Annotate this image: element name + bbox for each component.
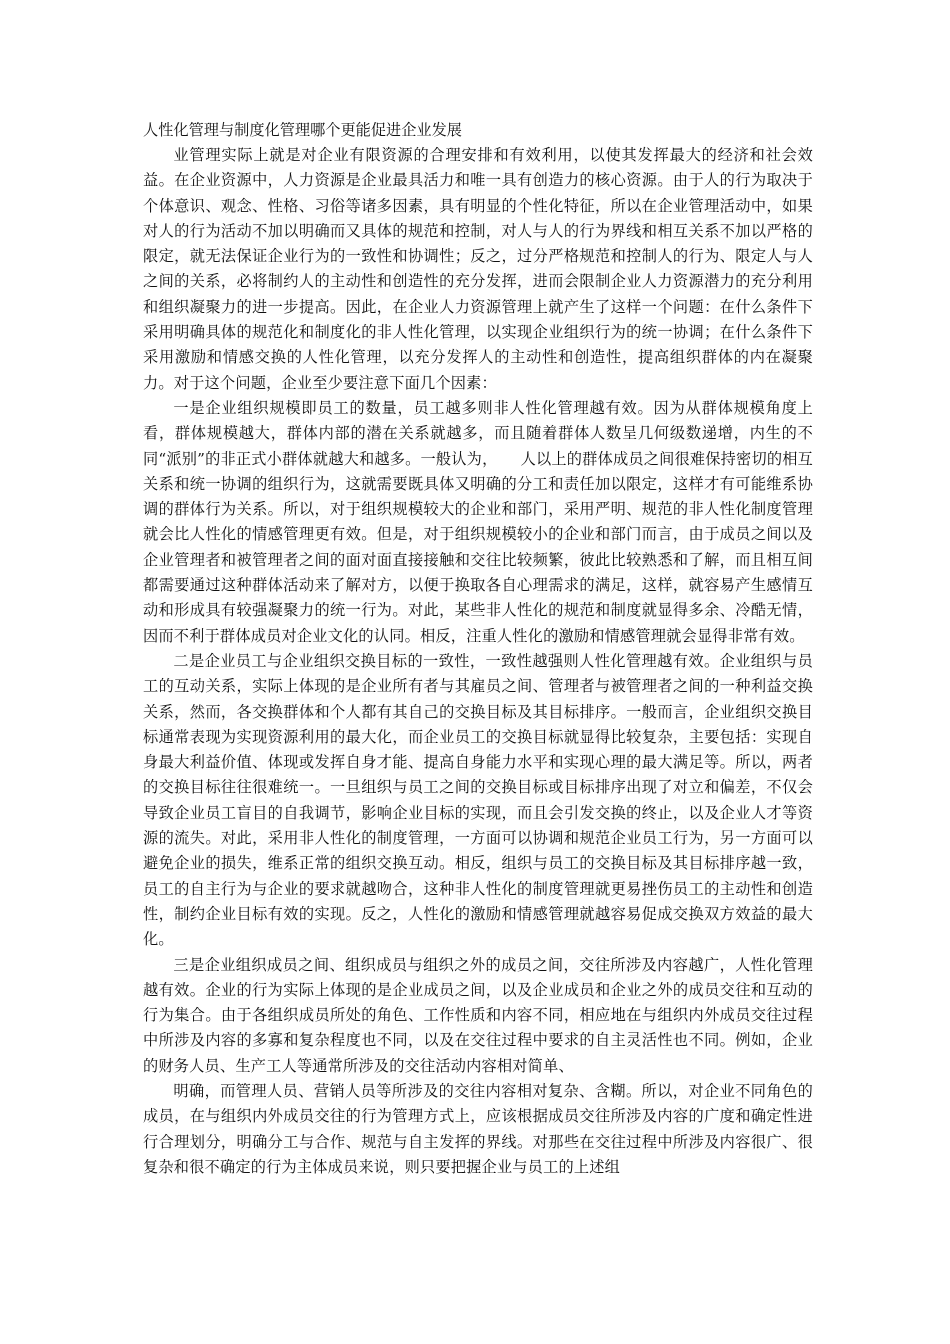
document-body bbox=[143, 118, 813, 1180]
paragraph-2: 一是企业组织规模即员工的数量，员工越多则非人性化管理越有效。因为从群体规模角度上看，群体规模越大，群体内部的潜在关系就越多，而且随着群体人数呈几何级数递增，内生的不同“派别”的非正式小群体就越大和越多。一般认为， 人以上的群体成员之间很难保持密切的相互关系和统一协调的组织行为，这就需要既具体又明确的分工和责任加以限定，这样才有可能维系协调的群体行为关系。所以，对于组织规模较大的企业和部门，采用严明、规范的非人性化制度管理就会比人性化的情感管理更有效。但是，对于组织规模较小的企业和部门而言，由于成员之间以及企业管理者和被管理者之间的面对面直接接触和交往比较频繁，彼此比较熟悉和了解，而且相互间都需要通过这种群体活动来了解对方，以便于换取各自心理需求的满足，这样，就容易产生感情互动和形成具有较强凝聚力的统一行为。对此，某些非人性化的规范和制度就显得多余、冷酷无情，因而不利于群体成员对企业文化的认同。相反，注重人性化的激励和情感管理就会显得非常有效。 bbox=[143, 398, 813, 645]
paragraph-1: 业管理实际上就是对企业有限资源的合理安排和有效利用，以使其发挥最大的经济和社会效益。在企业资源中，人力资源是企业最具活力和唯一具有创造力的核心资源。由于人的行为取决于个体意识、观念、性格、习俗等诸多因素，具有明显的个性化特征，所以在企业管理活动中，如果对人的行为活动不加以明确而又具体的规范和控制，对人与人的行为界线和相互关系不加以严格的限定，就无法保证企业行为的一致性和协调性；反之，过分严格规范和控制人的行为、限定人与人之间的关系，必将制约人的主动性和创造性的充分发挥，进而会限制企业人力资源潜力的充分利用和组织凝聚力的进一步提高。因此，在企业人力资源管理上就产生了这样一个问题：在什么条件下采用明确具体的规范化和制度化的非人性化管理，以实现企业组织行为的统一协调；在什么条件下采用激励和情感交换的人性化管理，以充分发挥人的主动性和创造性，提高组织群体的内在凝聚力。对于这个问题，企业至少要注意下面几个因素： bbox=[143, 146, 813, 392]
paragraph-4: 三是企业组织成员之间、组织成员与组织之外的成员之间，交往所涉及内容越广，人性化管理越有效。企业的行为实际上体现的是企业成员之间，以及企业成员和企业之外的成员交往和互动的行为集合。由于各组织成员所处的角色、工作性质和内容不同，相应地在与组织内外成员交往过程中所涉及内容的多寡和复杂程度也不同，以及在交往过程中要求的自主灵活性也不同。例如，企业的财务人员、生产工人等通常所涉及的交往活动内容相对简单、 bbox=[143, 955, 813, 1075]
paragraph-3: 二是企业员工与企业组织交换目标的一致性，一致性越强则人性化管理越有效。企业组织与员工的互动关系，实际上体现的是企业所有者与其雇员之间、管理者与被管理者之间的一种利益交换关系，然而，各交换群体和个人都有其自己的交换目标及其目标排序。一般而言，企业组织交换目标通常表现为实现资源利用的最大化，而企业员工的交换目标就显得比较复杂，主要包括：实现自身最大利益价值、体现或发挥自身才能、提高自身能力水平和实现心理的最大满足等。所以，两者的交换目标往往很难统一。一旦组织与员工之间的交换目标或目标排序出现了对立和偏差，不仅会导致企业员工盲目的自我调节，影响企业目标的实现，而且会引发交换的终止，以及企业人才等资源的流失。对此，采用非人性化的制度管理，一方面可以协调和规范企业员工行为，另一方面可以避免企业的损失，维系正常的组织交换互动。相反，组织与员工的交换目标及其目标排序越一致，员工的自主行为与企业的要求就越吻合，这种非人性化的制度管理就更易挫伤员工的主动性和创造性，制约企业目标有效的实现。反之，人性化的激励和情感管理就越容易促成交换双方效益的最大化。 bbox=[143, 651, 813, 949]
document-title: 人性化管理与制度化管理哪个更能促进企业发展 bbox=[143, 121, 462, 139]
paragraph-5: 明确，而管理人员、营销人员等所涉及的交往内容相对复杂、含糊。所以，对企业不同角色的成员，在与组织内外成员交往的行为管理方式上，应该根据成员交往所涉及内容的广度和确定性进行合理划分，明确分工与合作、规范与自主发挥的界线。对那些在交往过程中所涉及内容很广、很复杂和很不确定的行为主体成员来说，则只要把握企业与员工的上述组 bbox=[143, 1081, 813, 1176]
